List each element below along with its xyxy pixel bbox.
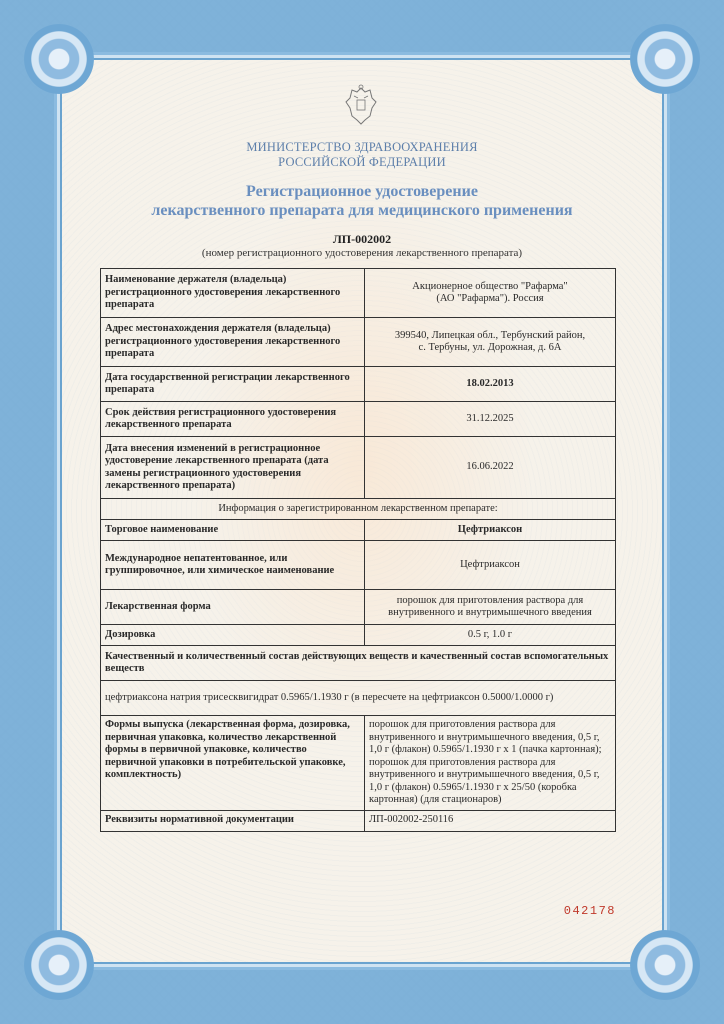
composition-label: Качественный и количественный состав действующих веществ и качественный состав вспомогательных веществ xyxy=(101,646,616,681)
table-row xyxy=(101,318,616,367)
ministry-line-1: МИНИСТЕРСТВО ЗДРАВООХРАНЕНИЯ xyxy=(246,140,478,154)
form-label: Лекарственная форма xyxy=(101,590,365,625)
registration-number-note: (номер регистрационного удостоверения лекарственного препарата) xyxy=(201,247,523,259)
serial-number: 042178 xyxy=(563,904,616,918)
table-row xyxy=(101,269,616,318)
trade-name-value: Цефтриаксон xyxy=(365,520,616,541)
corner-rosette xyxy=(24,930,94,1000)
table-row xyxy=(101,625,616,646)
trade-name-label: Торговое наименование xyxy=(101,520,365,541)
holder-label: Наименование держателя (владельца) регистрационного удостоверения лекарственного препарата xyxy=(101,269,365,318)
address-value-line-1: 399540, Липецкая обл., Тербунский район, xyxy=(394,329,586,341)
corner-rosette xyxy=(24,24,94,94)
valid-until-value: 31.12.2025 xyxy=(365,402,616,437)
table-row xyxy=(101,437,616,499)
form-value-line-1: порошок для приготовления раствора для xyxy=(396,594,584,606)
address-label: Адрес местонахождения держателя (владельца) регистрационного удостоверения лекарственного препарата xyxy=(101,318,365,367)
release-forms-label: Формы выпуска (лекарственная форма, дозировка, первичная упаковка, количество лекарственной формы в первичной упаковке, количество первичной упаковки в потребительской упаковке, комплектность) xyxy=(101,716,365,811)
table-row xyxy=(101,681,616,716)
inn-value: Цефтриаксон xyxy=(365,541,616,590)
ministry-line-2: РОССИЙСКОЙ ФЕДЕРАЦИИ xyxy=(278,155,446,169)
document-title xyxy=(80,182,644,220)
table-row xyxy=(101,590,616,625)
reg-date-value: 18.02.2013 xyxy=(365,367,616,402)
holder-value xyxy=(365,269,616,318)
table-row xyxy=(101,499,616,520)
info-header: Информация о зарегистрированном лекарственном препарате: xyxy=(101,499,616,520)
address-value-line-2: с. Тербуны, ул. Дорожная, д. 6А xyxy=(418,342,562,353)
holder-value-line-2: (АО "Рафарма"). Россия xyxy=(436,293,544,304)
table-row xyxy=(101,402,616,437)
corner-rosette xyxy=(630,24,700,94)
holder-value-line-1: Акционерное общество "Рафарма" xyxy=(412,280,568,292)
table-row xyxy=(101,541,616,590)
change-date-label: Дата внесения изменений в регистрационное удостоверение лекарственного препарата (дата замены регистрационного удостоверения лекарственного препарата) xyxy=(101,437,365,499)
release-forms-value xyxy=(365,716,616,811)
coat-of-arms-icon xyxy=(344,84,378,128)
normative-value: ЛП-002002-250116 xyxy=(365,810,616,831)
reg-date-label: Дата государственной регистрации лекарственного препарата xyxy=(101,367,365,402)
normative-label: Реквизиты нормативной документации xyxy=(101,810,365,831)
table-row xyxy=(101,646,616,681)
table-row xyxy=(101,810,616,831)
dosage-value: 0.5 г, 1.0 г xyxy=(365,625,616,646)
dosage-label: Дозировка xyxy=(101,625,365,646)
table-row xyxy=(101,520,616,541)
form-value-line-2: внутривенного и внутримышечного введения xyxy=(388,607,592,618)
composition-value: цефтриаксона натрия трисесквигидрат 0.5965/1.1930 г (в пересчете на цефтриаксон 0.5000/1.0000 г) xyxy=(101,681,616,716)
ministry-name xyxy=(100,140,624,170)
corner-rosette xyxy=(630,930,700,1000)
address-value xyxy=(365,318,616,367)
table-row xyxy=(101,367,616,402)
registration-table xyxy=(100,268,616,832)
table-row xyxy=(101,716,616,811)
release-forms-value-part-2: порошок для приготовления раствора для внутривенного и внутримышечного введения, 0,5 г, 1,0 г (флакон) 0.5965/1.1930 г x 25/50 (коробка картонная) (для стационаров) xyxy=(369,756,600,805)
change-date-value: 16.06.2022 xyxy=(365,437,616,499)
registration-number: ЛП-002002 xyxy=(332,232,392,246)
title-line-2: лекарственного препарата для медицинского применения xyxy=(151,202,573,219)
title-line-1: Регистрационное удостоверение xyxy=(246,183,478,200)
release-forms-value-part-1: порошок для приготовления раствора для внутривенного и внутримышечного введения, 0,5 г, 1,0 г (флакон) 0.5965/1.1930 г x 1 (пачка картонная); xyxy=(369,719,602,755)
valid-until-label: Срок действия регистрационного удостоверения лекарственного препарата xyxy=(101,402,365,437)
form-value xyxy=(365,590,616,625)
inn-label: Международное непатентованное, или группировочное, или химическое наименование xyxy=(101,541,365,590)
